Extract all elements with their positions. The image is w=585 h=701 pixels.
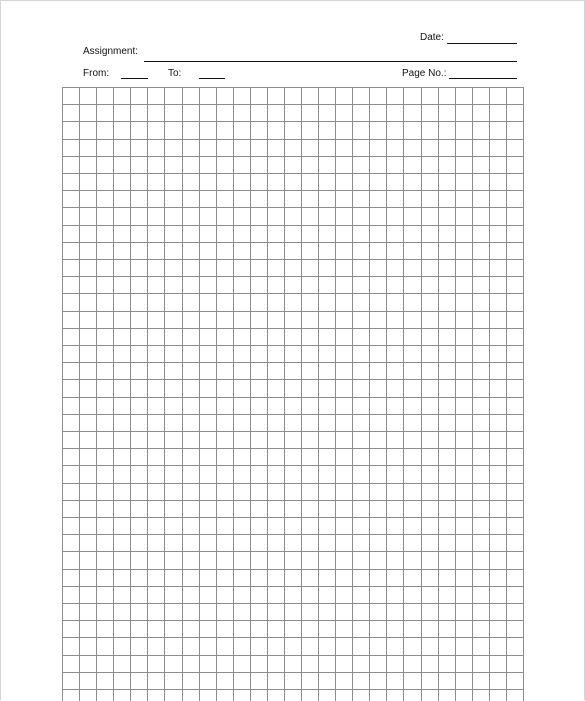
to-field[interactable]: [199, 78, 225, 79]
to-label: To:: [168, 68, 182, 79]
graph-grid: [62, 87, 524, 701]
page-number-field[interactable]: [449, 78, 517, 79]
from-field[interactable]: [121, 78, 148, 79]
date-label: Date:: [420, 32, 444, 43]
date-field[interactable]: [447, 43, 517, 44]
page-number-label: Page No.:: [402, 68, 447, 79]
assignment-field[interactable]: [144, 61, 517, 62]
from-label: From:: [83, 68, 110, 79]
graph-grid-lines: [62, 87, 524, 701]
assignment-label: Assignment:: [83, 46, 139, 57]
